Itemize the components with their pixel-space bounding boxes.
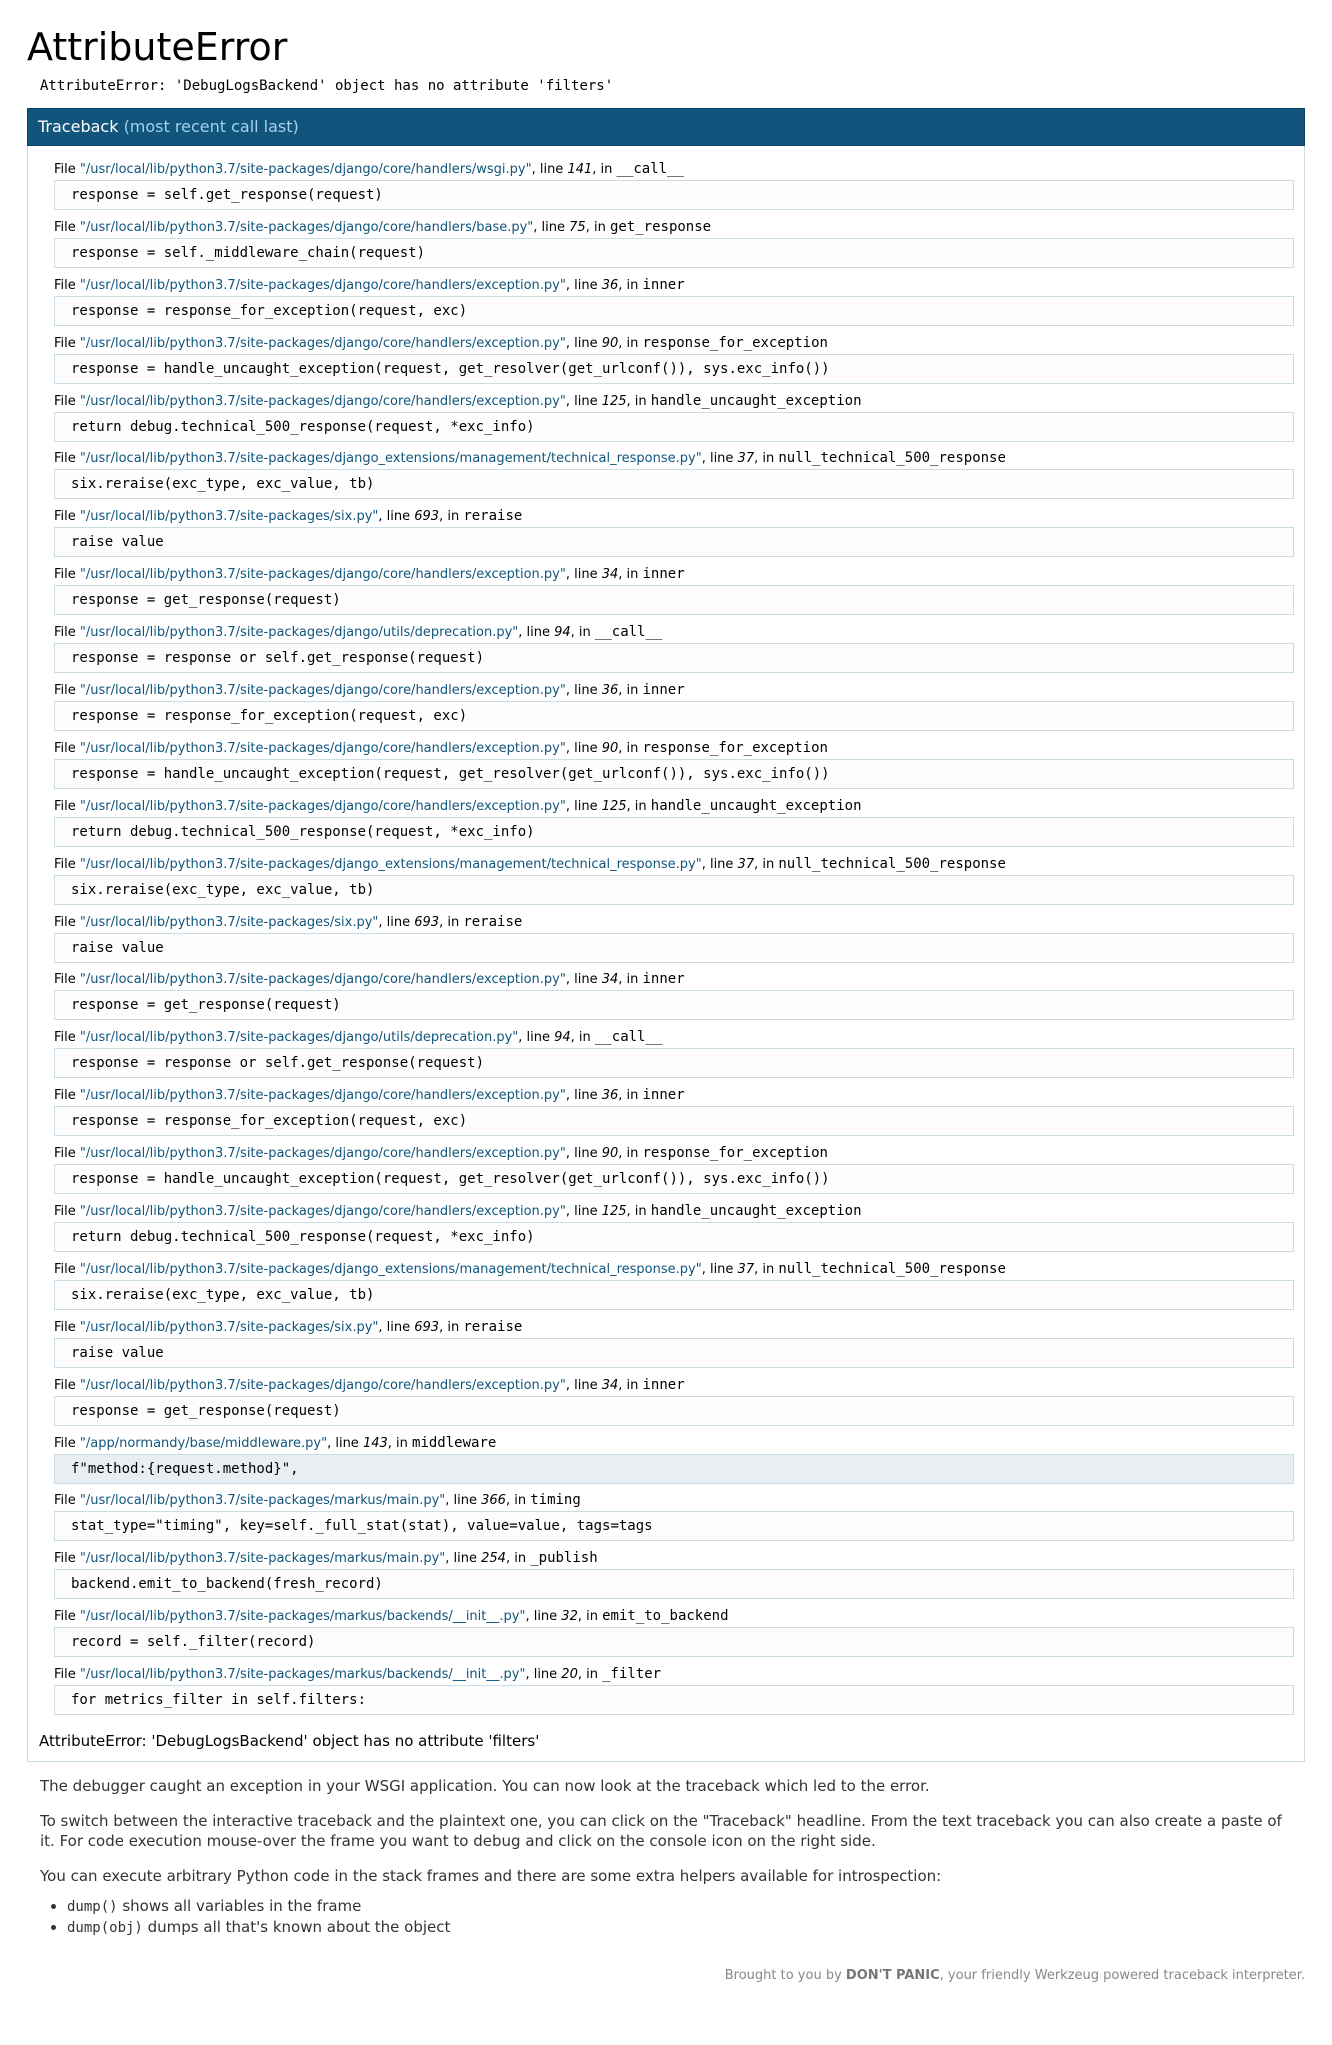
frame-filename: "/usr/local/lib/python3.7/site-packages/django/core/handlers/exception.py" (79, 1204, 566, 1220)
frame-in-prefix: , in (626, 1204, 651, 1220)
frame-file-prefix: File (54, 683, 80, 699)
frame-function: response_for_exception (642, 334, 828, 351)
frame-source-line[interactable]: response = response or self.get_response(request) (54, 1048, 1294, 1078)
frame-source-line[interactable]: response = response_for_exception(request, exc) (54, 296, 1294, 326)
frame-function: response_for_exception (642, 739, 828, 756)
frame-source-line[interactable]: six.reraise(exc_type, exc_value, tb) (54, 469, 1294, 499)
frame-location (39, 1028, 1294, 1046)
frame-filename: "/usr/local/lib/python3.7/site-packages/markus/main.py" (79, 1493, 446, 1509)
frame-source-line[interactable]: response = get_response(request) (54, 990, 1294, 1020)
frame-line-number: 693 (414, 1319, 440, 1335)
frame-line-number: 36 (601, 1088, 619, 1104)
frame-function: emit_to_backend (602, 1608, 729, 1625)
traceback-frame (39, 1607, 1294, 1665)
frame-line-prefix: , line (565, 1377, 602, 1393)
frame-function: null_technical_500_response (778, 1260, 1006, 1277)
helpers-list (40, 1896, 1292, 1938)
frame-filename: "/usr/local/lib/python3.7/site-packages/django/core/handlers/exception.py" (79, 740, 566, 756)
frame-file-prefix: File (54, 1609, 80, 1625)
frame-in-prefix: , in (618, 1088, 643, 1104)
traceback-frames (27, 146, 1305, 1762)
frame-line-prefix: , line (378, 914, 415, 930)
frame-function: middleware (412, 1434, 497, 1451)
frame-function: inner (642, 971, 685, 988)
frame-file-prefix: File (54, 219, 80, 235)
traceback-frame (39, 681, 1294, 739)
frame-location (39, 1665, 1294, 1683)
explanation-paragraph: The debugger caught an exception in your WSGI application. You can now look at the traceback which led to the error. (40, 1777, 930, 1796)
traceback-frame (39, 623, 1294, 681)
frame-line-number: 94 (554, 1030, 571, 1046)
frame-location (39, 160, 1294, 178)
frame-filename: "/usr/local/lib/python3.7/site-packages/django/core/handlers/exception.py" (79, 567, 566, 583)
frame-in-prefix: , in (618, 567, 643, 583)
frame-file-prefix: File (54, 1261, 80, 1277)
frame-line-number: 20 (561, 1667, 578, 1683)
traceback-frame (39, 797, 1294, 855)
list-item (67, 1896, 1292, 1917)
frame-location (39, 1549, 1294, 1567)
explanation-paragraph: To switch between the interactive traceback and the plaintext one, you can click on the "Traceback" headline. From the text traceback you can also create a paste of it. For code execution mouse-over the frame you want to debug and click on the console icon on the right side. (40, 1812, 1282, 1851)
frame-file-prefix: File (54, 1088, 80, 1104)
frame-function: inner (642, 1376, 685, 1393)
frame-line-prefix: , line (565, 1146, 602, 1162)
frame-in-prefix: , in (754, 856, 779, 872)
frame-file-prefix: File (54, 1377, 80, 1393)
frame-filename: "/usr/local/lib/python3.7/site-packages/markus/backends/__init__.py" (79, 1609, 526, 1625)
frame-filename: "/usr/local/lib/python3.7/site-packages/django_extensions/management/technical_response.py" (79, 1261, 702, 1277)
frame-line-prefix: , line (701, 1261, 738, 1277)
frame-file-prefix: File (54, 914, 80, 930)
frame-line-prefix: , line (565, 1204, 602, 1220)
helper-code: dump() (67, 1899, 118, 1916)
frame-line-prefix: , line (533, 219, 570, 235)
frame-filename: "/app/normandy/base/middleware.py" (79, 1435, 328, 1451)
traceback-frame (39, 1665, 1294, 1723)
traceback-frame (39, 1260, 1294, 1318)
frame-in-prefix: , in (505, 1551, 531, 1567)
frame-line-number: 90 (601, 1146, 619, 1162)
footer-prefix: Brought to you by (724, 1968, 846, 1984)
frame-function: inner (642, 682, 685, 699)
frame-in-prefix: , in (387, 1435, 413, 1451)
frame-line-number: 90 (601, 335, 619, 351)
frame-filename: "/usr/local/lib/python3.7/site-packages/django_extensions/management/technical_response.py" (79, 856, 702, 872)
frame-location (39, 1086, 1294, 1104)
frame-function: reraise (463, 1318, 523, 1335)
frame-file-prefix: File (54, 1030, 80, 1046)
frame-source-line[interactable]: six.reraise(exc_type, exc_value, tb) (54, 1280, 1294, 1310)
frame-function: inner (642, 276, 685, 293)
error-message: AttributeError: 'DebugLogsBackend' object has no attribute 'filters' (40, 78, 614, 94)
frame-function: reraise (463, 508, 523, 525)
frame-file-prefix: File (54, 335, 80, 351)
frame-file-prefix: File (54, 1493, 80, 1509)
frame-source-line[interactable]: f"method:{request.method}", (54, 1454, 1294, 1484)
helper-text: shows all variables in the frame (117, 1897, 362, 1916)
frame-line-number: 125 (601, 1204, 627, 1220)
frame-line-prefix: , line (518, 1030, 555, 1046)
frame-location (39, 1376, 1294, 1394)
frame-line-prefix: , line (445, 1551, 482, 1567)
frame-file-prefix: File (54, 972, 80, 988)
frame-filename: "/usr/local/lib/python3.7/site-packages/six.py" (79, 509, 379, 525)
frame-filename: "/usr/local/lib/python3.7/site-packages/django/core/handlers/exception.py" (79, 1146, 566, 1162)
frame-function: _publish (530, 1550, 598, 1567)
traceback-frame (39, 739, 1294, 797)
frame-filename: "/usr/local/lib/python3.7/site-packages/six.py" (79, 914, 379, 930)
traceback-frame (39, 1376, 1294, 1434)
frame-list (39, 160, 1294, 1723)
traceback-frame (39, 1028, 1294, 1086)
frame-in-prefix: , in (618, 740, 643, 756)
frame-in-prefix: , in (570, 1030, 595, 1046)
frame-location (39, 797, 1294, 815)
frame-filename: "/usr/local/lib/python3.7/site-packages/django/core/handlers/exception.py" (79, 1088, 566, 1104)
frame-source-line[interactable]: response = handle_uncaught_exception(request, get_resolver(get_urlconf()), sys.exc_info()) (54, 354, 1294, 384)
frame-line-prefix: , line (445, 1493, 482, 1509)
frame-function: handle_uncaught_exception (650, 392, 862, 409)
frame-location (39, 855, 1294, 873)
frame-source-line[interactable]: return debug.technical_500_response(request, *exc_info) (54, 412, 1294, 442)
frame-line-number: 37 (737, 856, 755, 872)
frame-line-prefix: , line (565, 1088, 602, 1104)
frame-line-number: 90 (601, 740, 619, 756)
frame-source-line[interactable]: stat_type="timing", key=self._full_stat(stat), value=value, tags=tags (54, 1511, 1294, 1541)
frame-line-prefix: , line (565, 335, 602, 351)
frame-file-prefix: File (54, 1435, 80, 1451)
frame-function: null_technical_500_response (778, 450, 1006, 467)
frame-line-number: 366 (481, 1493, 506, 1509)
frame-function: _filter (602, 1666, 662, 1683)
frame-function: inner (642, 1087, 685, 1104)
frame-location (39, 1318, 1294, 1336)
frame-file-prefix: File (54, 1146, 80, 1162)
frame-in-prefix: , in (754, 451, 779, 467)
frame-filename: "/usr/local/lib/python3.7/site-packages/markus/backends/__init__.py" (79, 1667, 526, 1683)
frame-file-prefix: File (54, 1204, 80, 1220)
frame-source-line[interactable]: response = get_response(request) (54, 1396, 1294, 1426)
frame-line-prefix: , line (565, 798, 602, 814)
frame-line-number: 37 (737, 1261, 755, 1277)
frame-line-number: 254 (481, 1551, 506, 1567)
frame-line-number: 693 (414, 509, 440, 525)
frame-function: handle_uncaught_exception (650, 1203, 862, 1220)
frame-location (39, 507, 1294, 525)
page-title: AttributeError (27, 25, 288, 69)
footer-brand: DON'T PANIC (845, 1968, 940, 1984)
frame-source-line[interactable]: return debug.technical_500_response(request, *exc_info) (54, 1222, 1294, 1252)
frame-location (39, 1607, 1294, 1625)
frame-line-prefix: , line (531, 162, 568, 177)
frame-line-number: 143 (362, 1435, 388, 1451)
helper-code: dump(obj) (67, 1920, 143, 1937)
frame-location (39, 218, 1294, 236)
frame-file-prefix: File (54, 740, 80, 756)
frame-filename: "/usr/local/lib/python3.7/site-packages/six.py" (79, 1319, 379, 1335)
traceback-frame (39, 507, 1294, 565)
frame-source-line[interactable]: return debug.technical_500_response(request, *exc_info) (54, 817, 1294, 847)
frame-function: handle_uncaught_exception (650, 797, 862, 814)
final-error-message: AttributeError: 'DebugLogsBackend' object has no attribute 'filters' (39, 1732, 540, 1751)
traceback-frame (39, 855, 1294, 913)
traceback-frame (39, 1202, 1294, 1260)
frame-source-line[interactable]: response = handle_uncaught_exception(request, get_resolver(get_urlconf()), sys.exc_info()) (54, 1164, 1294, 1194)
frame-file-prefix: File (54, 1667, 80, 1683)
explanation (27, 1762, 1305, 1938)
traceback-frame (39, 970, 1294, 1028)
frame-filename: "/usr/local/lib/python3.7/site-packages/django/core/handlers/exception.py" (79, 798, 566, 814)
frame-function: reraise (463, 913, 523, 930)
frame-source-line[interactable]: backend.emit_to_backend(fresh_record) (54, 1569, 1294, 1599)
traceback-frame (39, 913, 1294, 971)
frame-line-prefix: , line (518, 625, 555, 641)
frame-line-number: 34 (601, 1377, 619, 1393)
traceback-frame (39, 334, 1294, 392)
frame-location (39, 565, 1294, 583)
frame-line-number: 141 (567, 162, 593, 177)
frame-filename: "/usr/local/lib/python3.7/site-packages/django/core/handlers/exception.py" (79, 1377, 566, 1393)
frame-line-number: 32 (561, 1609, 578, 1625)
frame-filename: "/usr/local/lib/python3.7/site-packages/django/core/handlers/wsgi.py" (79, 162, 532, 177)
footer (27, 1968, 1305, 1983)
frame-file-prefix: File (54, 393, 80, 409)
list-item (67, 1917, 1292, 1938)
frame-line-number: 75 (569, 219, 586, 235)
frame-line-number: 125 (601, 798, 627, 814)
frame-function: null_technical_500_response (778, 855, 1006, 872)
traceback-frame (39, 1491, 1294, 1549)
frame-in-prefix: , in (618, 277, 643, 293)
frame-in-prefix: , in (439, 1319, 464, 1335)
frame-source-line[interactable]: response = response_for_exception(request, exc) (54, 1106, 1294, 1136)
frame-filename: "/usr/local/lib/python3.7/site-packages/markus/main.py" (79, 1551, 446, 1567)
frame-source-line[interactable]: for metrics_filter in self.filters: (54, 1685, 1294, 1715)
frame-location (39, 623, 1294, 641)
frame-file-prefix: File (54, 509, 80, 525)
frame-location (39, 1144, 1294, 1162)
frame-source-line[interactable]: response = self._middleware_chain(request) (54, 238, 1294, 268)
frame-filename: "/usr/local/lib/python3.7/site-packages/django/core/handlers/exception.py" (79, 683, 566, 699)
frame-in-prefix: , in (439, 509, 464, 525)
frame-location (39, 913, 1294, 931)
frame-function: __call__ (594, 1029, 663, 1046)
frame-location (39, 276, 1294, 294)
frame-location (39, 1202, 1294, 1220)
frame-line-number: 34 (601, 972, 619, 988)
frame-line-prefix: , line (701, 856, 738, 872)
frame-file-prefix: File (54, 1551, 80, 1567)
frame-line-prefix: , line (701, 451, 738, 467)
frame-source-line[interactable]: raise value (54, 933, 1294, 963)
frame-file-prefix: File (54, 798, 80, 814)
frame-filename: "/usr/local/lib/python3.7/site-packages/django/utils/deprecation.py" (79, 1030, 519, 1046)
frame-filename: "/usr/local/lib/python3.7/site-packages/django/core/handlers/exception.py" (79, 393, 566, 409)
frame-in-prefix: , in (754, 1261, 779, 1277)
frame-in-prefix: , in (585, 219, 610, 235)
frame-source-line[interactable]: response = get_response(request) (54, 585, 1294, 615)
frame-filename: "/usr/local/lib/python3.7/site-packages/django/core/handlers/base.py" (79, 219, 534, 235)
frame-in-prefix: , in (626, 393, 651, 409)
frame-line-prefix: , line (327, 1435, 363, 1451)
frame-line-number: 34 (601, 567, 619, 583)
frame-function: __call__ (594, 624, 663, 641)
frame-location (39, 681, 1294, 699)
frame-location (39, 449, 1294, 467)
frame-file-prefix: File (54, 162, 80, 177)
frame-file-prefix: File (54, 1319, 80, 1335)
frame-location (39, 1434, 1294, 1452)
frame-source-line[interactable]: record = self._filter(record) (54, 1627, 1294, 1657)
frame-file-prefix: File (54, 277, 80, 293)
footer-suffix: , your friendly Werkzeug powered traceback interpreter. (939, 1968, 1305, 1984)
frame-in-prefix: , in (618, 1146, 643, 1162)
frame-filename: "/usr/local/lib/python3.7/site-packages/django/core/handlers/exception.py" (79, 335, 566, 351)
frame-location (39, 392, 1294, 410)
frame-filename: "/usr/local/lib/python3.7/site-packages/django/core/handlers/exception.py" (79, 972, 566, 988)
frame-function: inner (642, 566, 685, 583)
frame-line-prefix: , line (525, 1609, 562, 1625)
traceback-header-label: Traceback (38, 117, 119, 136)
frame-in-prefix: , in (618, 683, 643, 699)
frame-file-prefix: File (54, 567, 80, 583)
frame-filename: "/usr/local/lib/python3.7/site-packages/django/core/handlers/exception.py" (79, 277, 566, 293)
traceback-frame (39, 1144, 1294, 1202)
frame-line-number: 36 (601, 683, 619, 699)
frame-file-prefix: File (54, 625, 80, 641)
traceback-frame (39, 565, 1294, 623)
traceback-frame (39, 1086, 1294, 1144)
frame-source-line[interactable]: response = response or self.get_response(request) (54, 643, 1294, 673)
frame-line-number: 36 (601, 277, 619, 293)
traceback-frame (39, 1318, 1294, 1376)
frame-line-prefix: , line (378, 1319, 415, 1335)
frame-line-prefix: , line (378, 509, 415, 525)
frame-filename: "/usr/local/lib/python3.7/site-packages/django/utils/deprecation.py" (79, 625, 519, 641)
traceback-frame (39, 218, 1294, 276)
frame-in-prefix: , in (505, 1493, 531, 1509)
frame-in-prefix: , in (592, 162, 617, 177)
frame-source-line[interactable]: response = handle_uncaught_exception(request, get_resolver(get_urlconf()), sys.exc_info()) (54, 759, 1294, 789)
frame-line-prefix: , line (565, 277, 602, 293)
frame-in-prefix: , in (626, 798, 651, 814)
traceback-frame (39, 276, 1294, 334)
frame-function: response_for_exception (642, 1145, 828, 1162)
traceback-frame (39, 160, 1294, 218)
frame-in-prefix: , in (618, 335, 643, 351)
traceback-header-sub: (most recent call last) (123, 117, 299, 136)
frame-in-prefix: , in (618, 1377, 643, 1393)
explanation-paragraph: You can execute arbitrary Python code in the stack frames and there are some extra helpers available for introspection: (40, 1867, 942, 1886)
frame-location (39, 1491, 1294, 1509)
frame-in-prefix: , in (577, 1609, 603, 1625)
frame-source-line[interactable]: response = self.get_response(request) (54, 180, 1294, 210)
frame-filename: "/usr/local/lib/python3.7/site-packages/django_extensions/management/technical_response.py" (79, 451, 702, 467)
frame-source-line[interactable]: six.reraise(exc_type, exc_value, tb) (54, 875, 1294, 905)
frame-location (39, 739, 1294, 757)
frame-line-number: 37 (737, 451, 755, 467)
frame-line-number: 94 (554, 625, 571, 641)
frame-in-prefix: , in (577, 1667, 603, 1683)
frame-location (39, 334, 1294, 352)
frame-in-prefix: , in (439, 914, 464, 930)
traceback-toggle-header[interactable] (27, 108, 1305, 146)
frame-file-prefix: File (54, 856, 80, 872)
frame-line-prefix: , line (565, 567, 602, 583)
frame-source-line[interactable]: raise value (54, 527, 1294, 557)
frame-line-number: 693 (414, 914, 440, 930)
traceback-frame (39, 1434, 1294, 1492)
helper-text: dumps all that's known about the object (142, 1918, 451, 1937)
frame-function: timing (530, 1492, 581, 1509)
frame-location (39, 970, 1294, 988)
frame-line-prefix: , line (565, 683, 602, 699)
frame-source-line[interactable]: response = response_for_exception(request, exc) (54, 701, 1294, 731)
frame-line-prefix: , line (565, 393, 602, 409)
frame-line-prefix: , line (525, 1667, 562, 1683)
frame-in-prefix: , in (618, 972, 643, 988)
frame-in-prefix: , in (570, 625, 595, 641)
traceback-frame (39, 449, 1294, 507)
frame-line-prefix: , line (565, 972, 602, 988)
frame-line-number: 125 (601, 393, 627, 409)
traceback-frame (39, 392, 1294, 450)
frame-source-line[interactable]: raise value (54, 1338, 1294, 1368)
frame-location (39, 1260, 1294, 1278)
frame-file-prefix: File (54, 451, 80, 467)
traceback-frame (39, 1549, 1294, 1607)
frame-function: get_response (609, 218, 712, 235)
frame-function: __call__ (616, 161, 684, 177)
frame-line-prefix: , line (565, 740, 602, 756)
